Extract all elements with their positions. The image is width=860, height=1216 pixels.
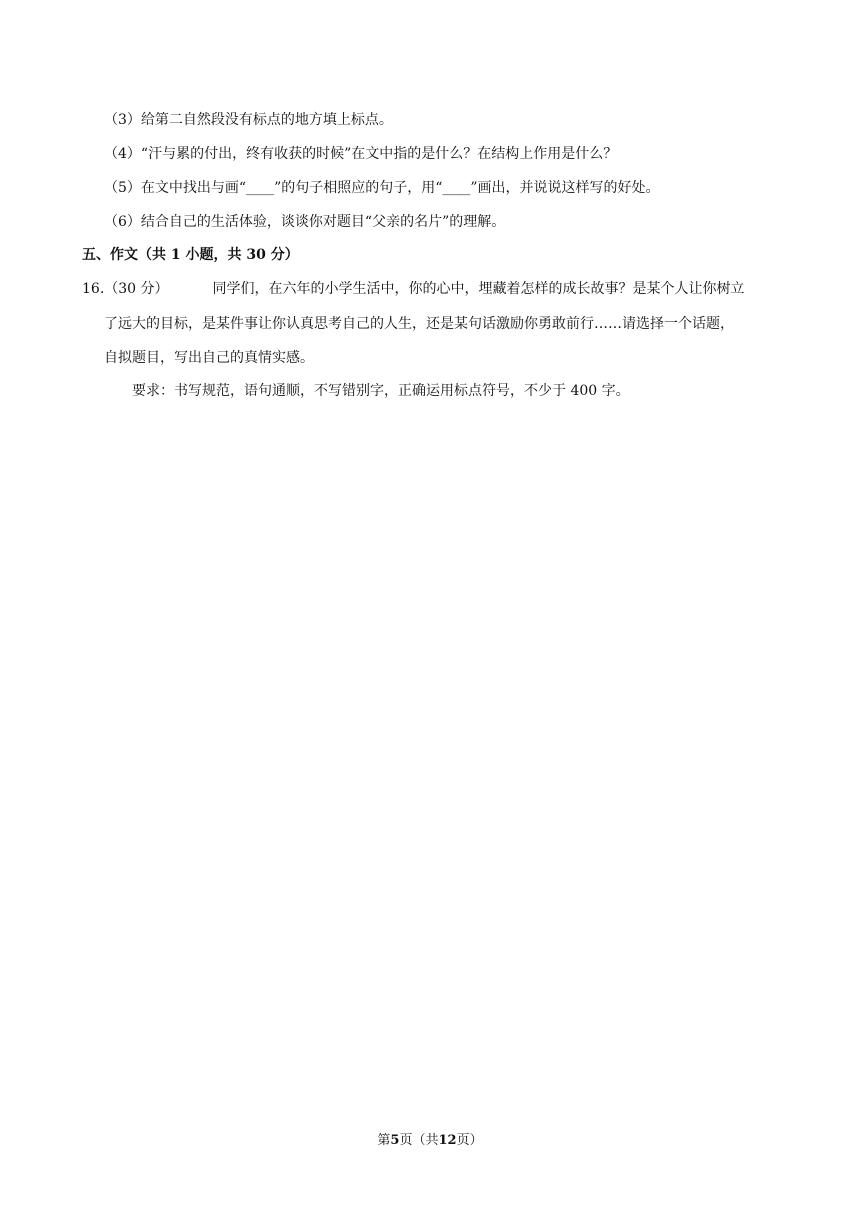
page-footer bbox=[0, 1132, 860, 1150]
footer-prefix: 第 bbox=[377, 1133, 391, 1148]
question-16-text-1: 同学们，在六年的小学生活中，你的心中，埋藏着怎样的成长故事？是某个人让你树立 bbox=[212, 281, 745, 297]
question-16-line-3: 自拟题目，写出自己的真情实感。 bbox=[104, 350, 314, 366]
footer-middle: 页（共 bbox=[399, 1133, 439, 1148]
question-4: （4）“汗与累的付出，终有收获的时候”在文中指的是什么？在结构上作用是什么？ bbox=[104, 146, 618, 162]
footer-total-pages: 12 bbox=[438, 1133, 457, 1148]
question-16-line-2: 了远大的目标，是某件事让你认真思考自己的人生，还是某句话激励你勇敢前行……请选择一个话题， bbox=[104, 316, 734, 332]
footer-page-number: 5 bbox=[390, 1133, 400, 1148]
question-number: 16. bbox=[82, 281, 105, 297]
footer-suffix: 页） bbox=[456, 1133, 483, 1148]
section-heading-composition: 五、作文（共 1 小题，共 30 分） bbox=[82, 247, 299, 263]
question-score: （30 分） bbox=[104, 281, 169, 297]
question-3: （3）给第二自然段没有标点的地方填上标点。 bbox=[104, 112, 393, 128]
question-5: （5）在文中找出与画“____”的句子相照应的句子，用“____”画出，并说说这样写的好处。 bbox=[104, 180, 660, 196]
question-16-requirement: 要求：书写规范，语句通顺，不写错别字，正确运用标点符号，不少于 400 字。 bbox=[132, 383, 630, 399]
question-16-line-1 bbox=[82, 279, 745, 299]
question-6: （6）结合自己的生活体验，谈谈你对题目“父亲的名片”的理解。 bbox=[104, 214, 506, 230]
